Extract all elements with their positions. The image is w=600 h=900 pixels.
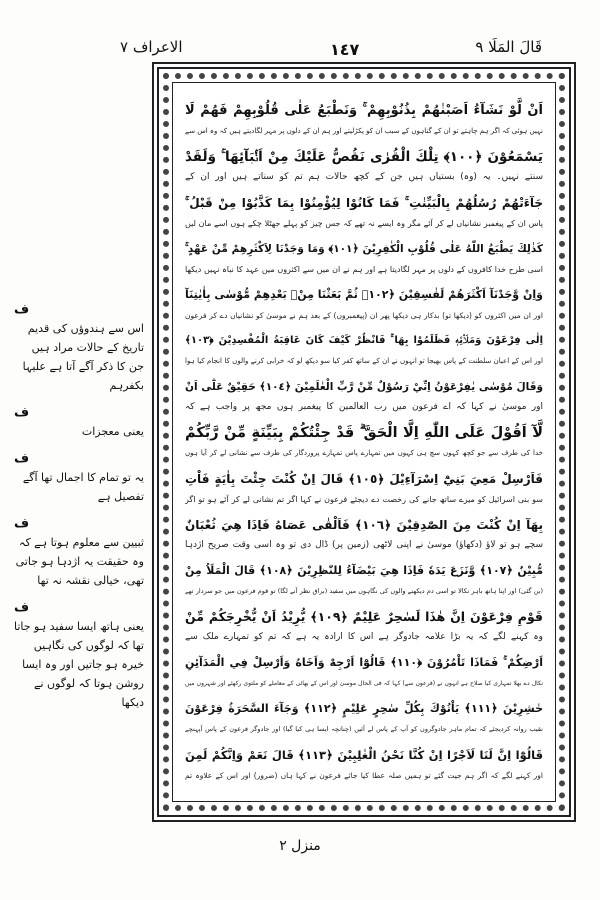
footnote-mark: ف: [14, 600, 30, 615]
arabic-verse-line: جَآءَتْهُمْ رُسُلُهُمْ بِالْبَيِّنٰتِ ۚ فَمَا كَانُوْا لِيُؤْمِنُوْا بِمَا كَذَّبُوْا مِنْ قَبْلُ ۚ: [185, 196, 543, 210]
surah-name: الاعراف ٧: [120, 38, 183, 56]
urdu-translation-line: نہیں ہوئی کہ اگر ہم چاہتے تو ان کے گناہوں کے سبب ان کو پکڑلیتے اور ہم ان کے دلوں پر مہر لگادیتے ہیں کہ وہ اس سے: [185, 127, 543, 135]
arabic-verse-line: بِهَآ اِنْ كُنْتَ مِنَ الصّٰدِقِيْنَ ﴿١٠٦﴾ فَاَلْقٰى عَصَاهُ فَاِذَا هِيَ ثُعْبَانٌ: [185, 518, 543, 532]
urdu-translation-line: سو بنی اسرائیل کو میرے ساتھ جانے کی رخصت دے دیجئے فرعون نے کہا اگر تم نشانی لے کر آئے ہو تو اگر: [185, 495, 543, 504]
urdu-translation-line: اسی طرح خدا کافروں کے دلوں پر مہر لگادیتا ہے اور ہم نے ان میں سے اکثروں میں عہد کا نباہ نہیں دیکھا: [185, 265, 543, 274]
footnote: [14, 598, 144, 712]
arabic-verse-line: اَرْضِكُمْ ۚ فَمَاذَا تَاْمُرُوْنَ ﴿١١٠﴾ قَالُوْٓا اَرْجِهْ وَاَخَاهُ وَاَرْسِلْ فِي الْمَدَآئِنِ: [185, 656, 543, 669]
arabic-verse-line: لَّآ اَقُوْلَ عَلَى اللّٰهِ اِلَّا الْحَقَّ ۗ قَدْ جِئْتُكُمْ بِبَيِّنَةٍ مِّنْ رَّبِّكُمْ: [185, 425, 543, 441]
urdu-translation-line: اور کہنے لگے کہ اگر ہم جیت گئے تو ہمیں صلہ عطا کیا جائے فرعون نے کہا ہاں (ضرور) اور اس کے علاوہ تم: [185, 771, 543, 780]
footnote-text: یہ تو تمام کا اجمال تھا آگے تفصیل ہے: [22, 471, 144, 503]
arabic-verse-line: وَاِنْ وَّجَدْنَآ اَكْثَرَهُمْ لَفٰسِقِيْنَ ﴿١٠٢﴾ ثُمَّ بَعَثْنَا مِنْۢ بَعْدِهِمْ مُّوْسٰى بِاٰيٰتِنَآ: [185, 288, 543, 301]
footnote-mark: ف: [14, 302, 30, 317]
arabic-verse-line: فَاَرْسِلْ مَعِيَ بَنِيْٓ اِسْرَآءِيْلَ ﴿١٠٥﴾ قَالَ اِنْ كُنْتَ جِئْتَ بِاٰيَةٍ فَاْتِ: [185, 472, 543, 486]
footnote: [14, 514, 144, 590]
arabic-verse-line: قَوْمِ فِرْعَوْنَ اِنَّ هٰذَا لَسٰحِرٌ عَلِيْمٌ ﴿١٠٩﴾ يُّرِيْدُ اَنْ يُّخْرِجَكُمْ مِّنْ: [185, 609, 543, 624]
arabic-verse-line: قَالُوْٓا اِنَّ لَنَا لَاَجْرًا اِنْ كُنَّا نَحْنُ الْغٰلِبِيْنَ ﴿١١٣﴾ قَالَ نَعَمْ وَاِنَّكُمْ لَمِنَ: [185, 748, 543, 762]
urdu-translation-line: خدا کی طرف سے جو کچھ کہوں سچ ہی کہوں میں تمہارے پاس تمہارے پروردگار کی طرف سے نشانی لے کر آیا ہوں: [185, 449, 543, 457]
arabic-verse-line: اَنْ لَّوْ نَشَآءُ اَصَبْنٰهُمْ بِذُنُوْبِهِمْ ۚ وَنَطْبَعُ عَلٰى قُلُوْبِهِمْ فَهُمْ لَا: [185, 103, 543, 118]
urdu-translation-line: وہ کہنے لگے کہ یہ بڑا علامہ جادوگر ہے اس کا ارادہ یہ ہے کہ تم کو تمہارے ملک سے: [185, 632, 543, 642]
footnote-text: اس سے ہندوؤں کی قدیم تاریخ کے حالات مراد ہیں جن کا ذکر آگے آتا ہے علیہا بکفرہم: [22, 322, 144, 392]
margin-footnotes: [14, 300, 144, 720]
urdu-translation-line: (بن گئی) اور اپنا ہاتھ باہر نکالا تو اسی دم دیکھنے والوں کی نگاہوں میں سفید (براق نظر آنے لگا) تو قوم فرعون میں جو سردار تھے: [185, 587, 543, 595]
urdu-translation-line: اور موسیٰ نے کہا کہ اے فرعون میں رب العالمین کا پیغمبر ہوں مجھ پر واجب ہے کہ: [185, 402, 543, 412]
arabic-verse-line: وَقَالَ مُوْسٰى يٰفِرْعَوْنُ اِنِّيْ رَسُوْلٌ مِّنْ رَّبِّ الْعٰلَمِيْنَ ﴿١٠٤﴾ حَقِيْقٌ عَلٰٓى اَنْ: [185, 381, 543, 393]
footnote-text: ثبیین سے معلوم ہوتا ہے کہ وہ حقیقت یہ اژدہا ہو جاتی تھی، خیالی نقشہ نہ تھا: [15, 536, 144, 587]
footnote-mark: ف: [14, 516, 30, 531]
verse-text-area: [185, 97, 543, 789]
urdu-translation-line: اور اس کے اعیان سلطنت کے پاس بھیجا تو انہوں نے ان کے ساتھ کفر کیا سو دیکھ لو کہ خرابی کرنے والوں کا انجام کیا ہوا: [185, 357, 543, 365]
footnote: [14, 300, 144, 395]
footnote-text: یعنی ہاتھ ایسا سفید ہو جاتا تھا کہ لوگوں کی نگاہیں خیرہ ہو جاتیں اور وہ ایسا روشن ہوتا کہ لوگوں نے دیکھا: [14, 620, 144, 709]
page-number: ١٤٧: [330, 40, 360, 59]
arabic-verse-line: اِلٰى فِرْعَوْنَ وَمَلَا۟ئِهٖ فَظَلَمُوْا بِهَا ۚ فَانْظُرْ كَيْفَ كَانَ عَاقِبَةُ الْمُفْسِدِيْنَ ﴿١٠٣﴾: [185, 335, 543, 346]
arabic-verse-line: مُّبِيْنٌ ﴿١٠٧﴾ وَّنَزَعَ يَدَهٗ فَاِذَا هِيَ بَيْضَآءُ لِلنّٰظِرِيْنَ ﴿١٠٨﴾ قَالَ الْمَلَاُ مِنْ: [185, 564, 543, 577]
footnote-text: یعنی معجزات: [81, 425, 144, 438]
urdu-translation-line: اور ان میں اکثروں کو (دیکھا تو) بدکار ہی دیکھا پھر ان (پیغمبروں) کے بعد ہم نے موسیٰ کو نشانیاں دے کر فرعون: [185, 311, 543, 320]
urdu-translation-line: نکال دے بھلا تمہاری کیا صلاح ہے انہوں نے (فرعون سے) کہا کہ فی الحال موسیٰ اور اس کے بھائی کے معاملے کو ملتوی رکھئے اور شہروں میں: [185, 680, 543, 687]
surah-juz-label: قَالَ المَلَا ٩: [475, 38, 542, 56]
ornamental-page-frame: [152, 62, 576, 822]
arabic-verse-line: يَسْمَعُوْنَ ﴿١٠٠﴾ تِلْكَ الْقُرٰى نَقُصُّ عَلَيْكَ مِنْ اَنْۢبَآئِهَا ۚ وَلَقَدْ: [185, 149, 543, 165]
urdu-translation-line: نقیب روانہ کردیجئے کہ تمام ماہر جادوگروں کو آپ کے پاس لے آئیں (چنانچہ ایسا ہی کیا گیا) اور جادوگر فرعون کے پاس آپہنچے: [185, 725, 543, 733]
footnote: [14, 403, 144, 441]
arabic-verse-line: كَذٰلِكَ يَطْبَعُ اللّٰهُ عَلٰى قُلُوْبِ الْكٰفِرِيْنَ ﴿١٠١﴾ وَمَا وَجَدْنَا لِاَكْثَرِهِمْ مِّنْ عَهْدٍ ۚ: [185, 243, 543, 255]
urdu-translation-line: پاس ان کے پیغمبر نشانیاں لے کر آئے مگر وہ ایسے نہ تھے کہ جس چیز کو پہلے جھٹلا چکے ہوں اسے مان لیں: [185, 219, 543, 228]
arabic-verse-line: حٰشِرِيْنَ ﴿١١١﴾ يَاْتُوْكَ بِكُلِّ سٰحِرٍ عَلِيْمٍ ﴿١١٢﴾ وَجَآءَ السَّحَرَةُ فِرْعَوْنَ: [185, 702, 543, 715]
manzil-marker: منزل ٢: [279, 838, 321, 854]
footnote-mark: ف: [14, 451, 30, 466]
urdu-translation-line: سنتے نہیں۔ یہ (وہ) بستیاں ہیں جن کے کچھ حالات ہم تم کو سناتے ہیں اور ان کے: [185, 172, 543, 182]
urdu-translation-line: سچے ہو تو لاؤ (دکھاؤ) موسیٰ نے اپنی لاٹھی (زمین پر) ڈال دی تو وہ اسی وقت صریح اژدہا: [185, 540, 543, 550]
footnote-mark: ف: [14, 405, 30, 420]
footnote: [14, 449, 144, 506]
